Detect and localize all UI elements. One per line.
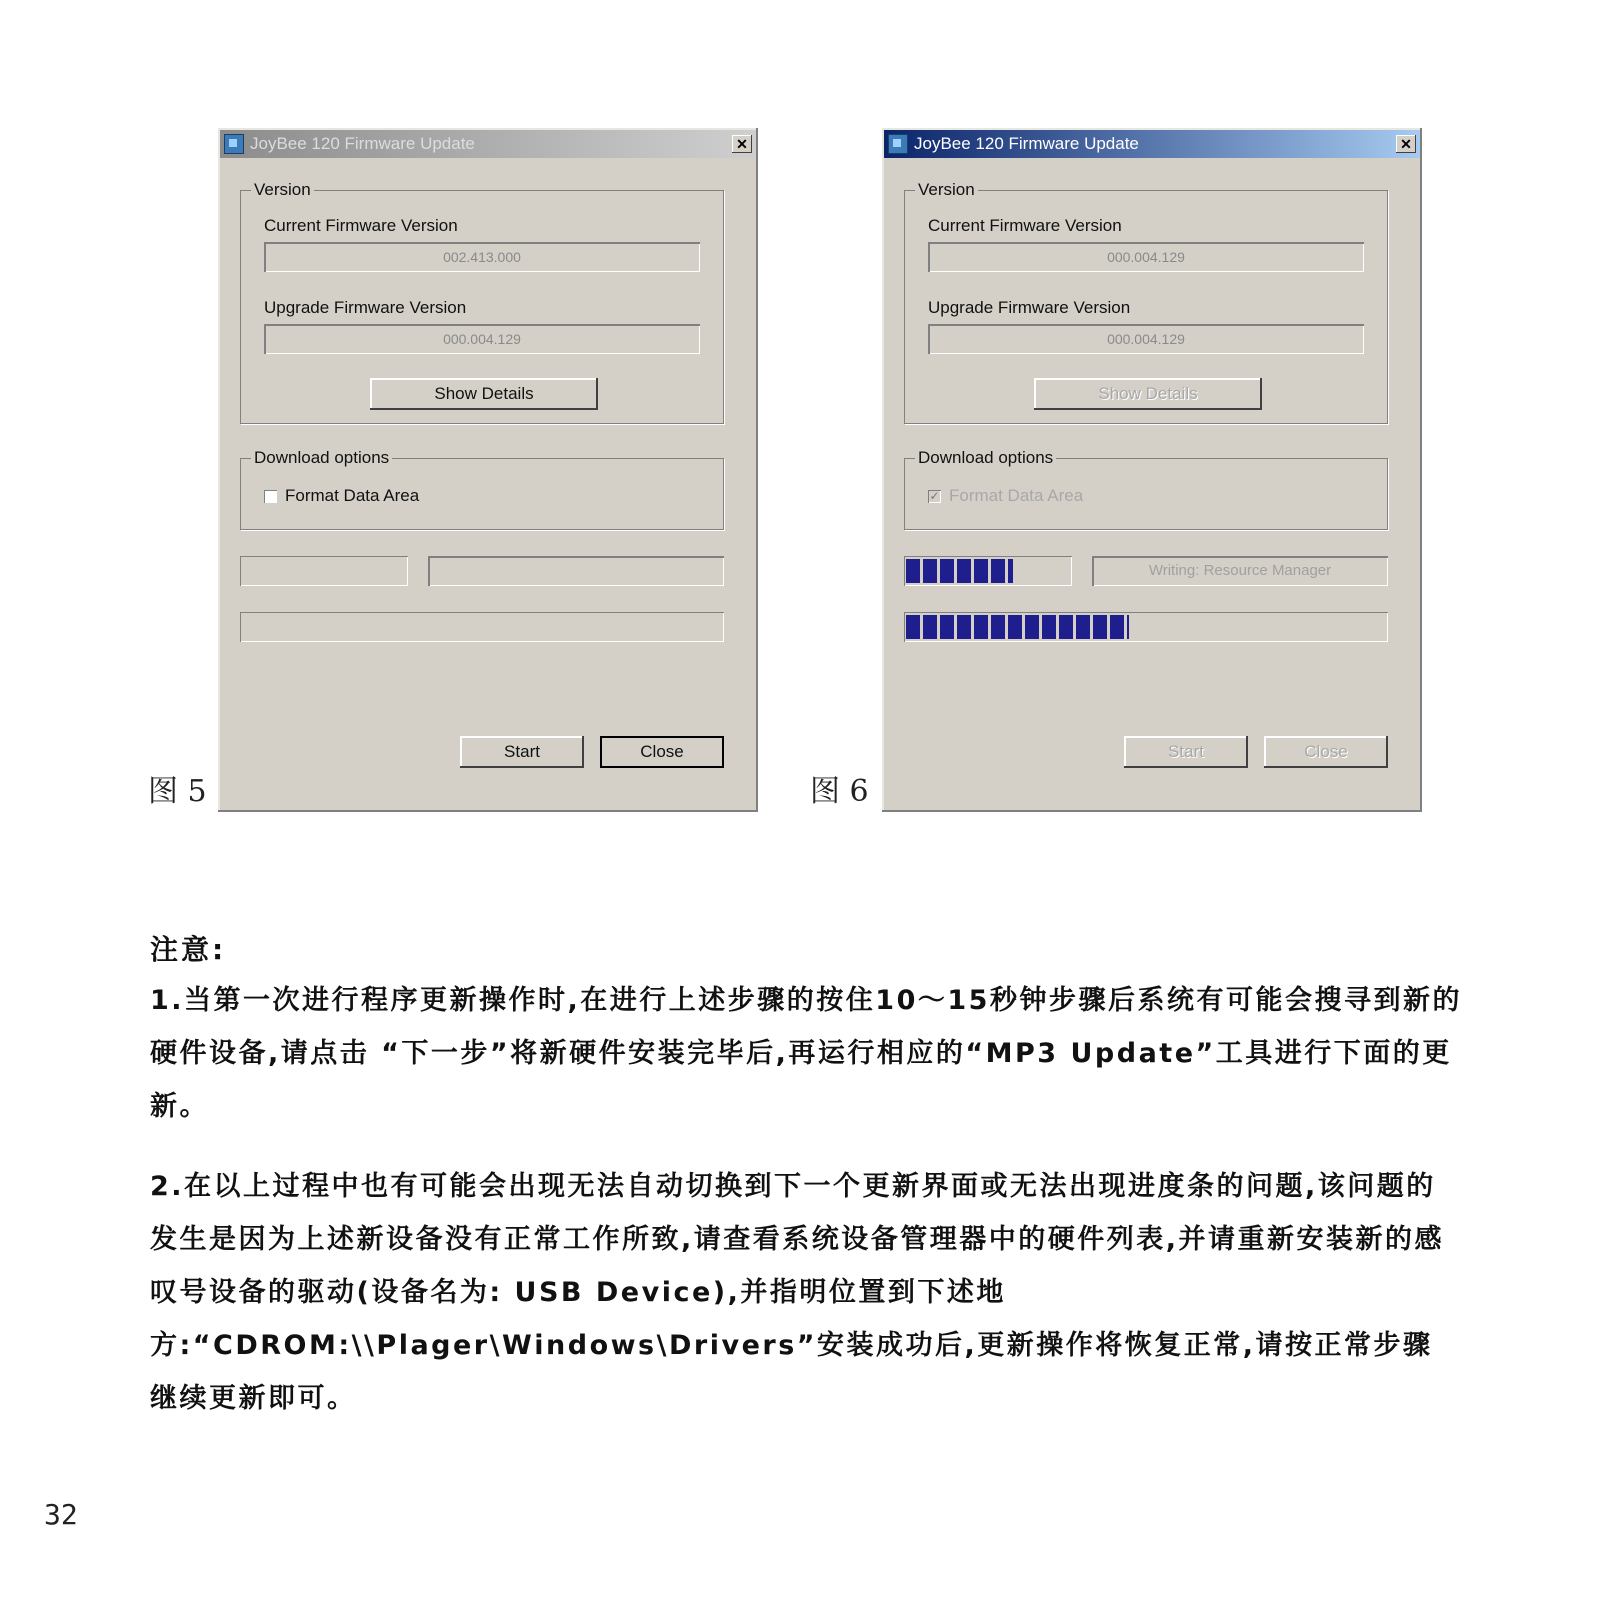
page-number: 32 <box>44 1498 78 1531</box>
title-bar[interactable] <box>884 130 1420 158</box>
window-title: JoyBee 120 Firmware Update <box>914 134 1139 153</box>
format-data-area-label: Format Data Area <box>285 486 420 505</box>
window-title: JoyBee 120 Firmware Update <box>250 134 475 153</box>
title-bar[interactable] <box>220 130 756 158</box>
show-details-button[interactable]: Show Details <box>370 378 598 410</box>
upgrade-firmware-label: Upgrade Firmware Version <box>928 298 1131 317</box>
format-data-area-checkbox[interactable]: ✓ <box>929 488 940 503</box>
file-progress-fill <box>906 559 1013 583</box>
version-group-legend: Version <box>251 180 314 200</box>
app-icon <box>224 134 244 154</box>
note-title: 注意: <box>150 933 227 966</box>
format-data-area-option[interactable] <box>264 486 419 506</box>
firmware-update-window-fig6 <box>882 128 1422 812</box>
note-paragraph-2: 2.在以上过程中也有可能会出现无法自动切换到下一个更新界面或无法出现进度条的问题,该问题的发生是因为上述新设备没有正常工作所致,请查看系统设备管理器中的硬件列表,并请重新安装新的感叹号设备的驱动(设备名为: USB Device),并指明位置到下述地方:“CDROM:\\Plager\Windows\Drivers”安装成功后,更新操作将恢复正常,请按正常步骤继续更新即可。 <box>150 1171 1445 1414</box>
close-button[interactable]: Close <box>600 736 724 768</box>
close-icon[interactable]: ✕ <box>732 135 752 153</box>
file-progress-bar <box>240 556 408 586</box>
start-button[interactable]: Start <box>460 736 584 768</box>
app-icon <box>888 134 908 154</box>
figure-6-label: 图 6 <box>810 774 869 809</box>
close-icon[interactable]: ✕ <box>1396 135 1416 153</box>
overall-progress-fill <box>906 615 1129 639</box>
version-group-legend: Version <box>915 180 978 200</box>
upgrade-firmware-field: 000.004.129 <box>264 324 700 354</box>
overall-progress-bar <box>904 612 1388 642</box>
download-options-legend: Download options <box>251 448 392 468</box>
file-progress-bar <box>904 556 1072 586</box>
start-button[interactable]: Start <box>1124 736 1248 768</box>
format-data-area-option[interactable] <box>928 486 1083 506</box>
overall-progress-bar <box>240 612 724 642</box>
current-firmware-field: 002.413.000 <box>264 242 700 272</box>
download-options-legend: Download options <box>915 448 1056 468</box>
show-details-button[interactable]: Show Details <box>1034 378 1262 410</box>
status-field <box>428 556 724 586</box>
current-firmware-field: 000.004.129 <box>928 242 1364 272</box>
figure-5-label: 图 5 <box>148 774 207 809</box>
status-field: Writing: Resource Manager <box>1092 556 1388 586</box>
upgrade-firmware-label: Upgrade Firmware Version <box>264 298 467 317</box>
close-button[interactable]: Close <box>1264 736 1388 768</box>
note-paragraph-1: 1.当第一次进行程序更新操作时,在进行上述步骤的按住10～15秒钟步骤后系统有可能会搜寻到新的硬件设备,请点击 “下一步”将新硬件安装完毕后,再运行相应的“MP3 Update”工具进行下面的更新。 <box>150 985 1462 1122</box>
format-data-area-checkbox[interactable] <box>264 490 277 503</box>
current-firmware-label: Current Firmware Version <box>264 216 458 235</box>
upgrade-firmware-field: 000.004.129 <box>928 324 1364 354</box>
current-firmware-label: Current Firmware Version <box>928 216 1122 235</box>
format-data-area-label: Format Data Area <box>949 486 1084 505</box>
firmware-update-window-fig5 <box>218 128 758 812</box>
